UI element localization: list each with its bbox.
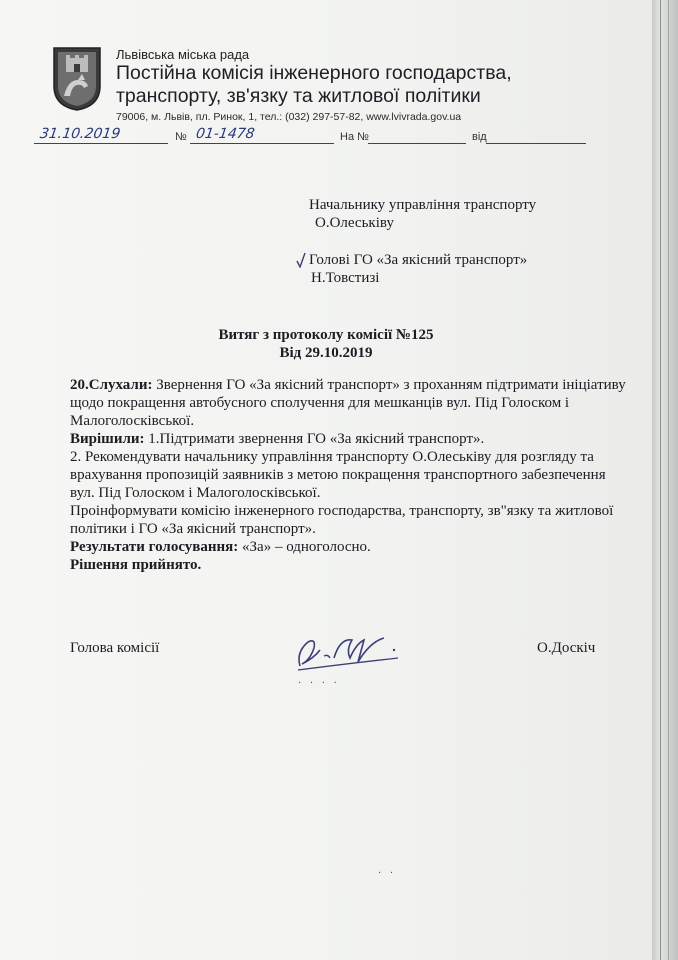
signatory-name: О.Доскіч	[537, 640, 596, 656]
vote-paragraph	[70, 538, 630, 556]
scan-specks: · ·	[378, 868, 397, 879]
registration-line	[34, 128, 594, 148]
commission-name-line: транспорту, зв'язку та житлової політики	[116, 85, 481, 107]
commission-name	[116, 62, 512, 108]
commission-name-line: Постійна комісія інженерного господарства,	[116, 62, 512, 84]
signatory-role: Голова комісії	[70, 640, 160, 656]
from-underline	[486, 143, 586, 144]
addressee-first	[309, 196, 536, 232]
decided-paragraph	[70, 430, 630, 448]
decided-label: Вирішили:	[70, 431, 145, 447]
number-label: №	[175, 131, 187, 143]
document-date: Від 29.10.2019	[279, 345, 373, 361]
lviv-coat-of-arms-icon	[52, 46, 102, 112]
addressee-line: Н.Товстизі	[311, 270, 380, 286]
recommendation-paragraph: 2. Рекомендувати начальнику управління транспорту О.Олеськіву для розгляду та врахування пропозицій заявників з метою покращення транспортного забезпечення вул. Під Голоском і Малоголосківської.	[70, 449, 606, 501]
council-address: 79006, м. Львів, пл. Ринок, 1, тел.: (032) 297-57-82, www.lvivrada.gov.ua	[116, 111, 462, 123]
addressee-second	[309, 251, 527, 287]
date-underline	[34, 143, 168, 144]
vote-label: Результати голосування:	[70, 539, 239, 555]
heard-label: 20.Слухали:	[70, 377, 153, 393]
addressee-line: Начальнику управління транспорту	[309, 197, 537, 213]
addressee-line: О.Олеськіву	[315, 215, 394, 231]
heard-paragraph	[70, 376, 630, 430]
reference-label: На №	[340, 131, 369, 143]
number-underline	[190, 143, 334, 144]
from-label: від	[472, 131, 487, 143]
heard-text: Звернення ГО «За якісний транспорт» з проханням підтримати ініціативу щодо покращення автобусного сполучення для мешканців вул. Під Голоском і Малоголосківської.	[70, 377, 626, 429]
page-edge-line	[660, 0, 661, 960]
addressee-line: Голові ГО «За якісний транспорт»	[309, 252, 528, 268]
reference-underline	[368, 143, 466, 144]
inform-paragraph: Проінформувати комісію інженерного господарства, транспорту, зв"язку та житлової політики і ГО «За якісний транспорт».	[70, 503, 614, 537]
page-edge-line	[668, 0, 669, 960]
registration-number: 01-1478	[194, 126, 256, 142]
protocol-extract	[70, 376, 630, 574]
vote-text: «За» – одноголосно.	[238, 539, 371, 555]
document-title: Витяг з протоколу комісії №125	[218, 327, 434, 343]
registration-date: 31.10.2019	[38, 126, 122, 142]
page-edge	[652, 0, 678, 960]
scan-specks: · · · ·	[298, 678, 340, 689]
city-council-name: Львівська міська рада	[116, 47, 250, 62]
decision-paragraph: Рішення прийнято.	[70, 557, 202, 573]
handwritten-tick-icon	[296, 252, 306, 268]
decided-text: 1.Підтримати звернення ГО «За якісний транспорт».	[144, 431, 485, 447]
handwritten-signature-icon	[294, 628, 406, 676]
